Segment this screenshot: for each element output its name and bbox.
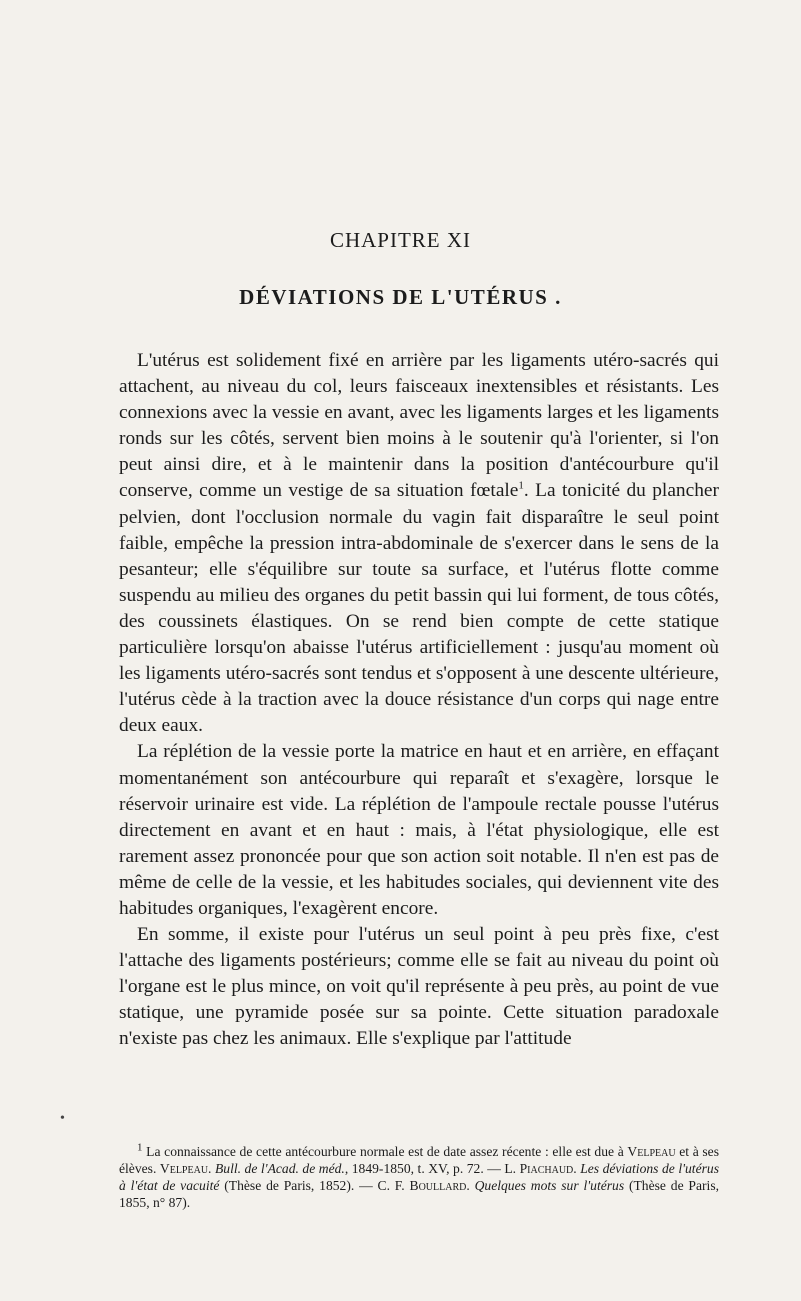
margin-mark: • — [60, 1111, 65, 1126]
paragraph-1-text-b: . La tonicité du plancher pelvien, dont l'occlusion normale du vagin fait disparaître le seul point faible, empêche la pression intra-abdominale de s'exercer dans le sens de la pesanteur; elle s'équilibre sur toute sa surface, et l'utérus flotte comme suspendu au milieu des organes du petit bassin qui lui forment, de tous côtés, des coussinets élastiques. On se rend bien compte de cette statique particulière lorsqu'on abaisse l'utérus artificiellement : jusqu'au moment où les ligaments utéro-sacrés sont tendus et s'opposent à une descente ultérieure, l'utérus cède à la traction avec la douce résistance d'un corps qui nage entre deux eaux. — [119, 480, 719, 737]
footnote-text: , 1849-1850, t. XV, p. 72. — L. — [344, 1161, 520, 1176]
chapter-heading: CHAPITRE XI — [329, 228, 472, 252]
footnote-number: 1 — [137, 1141, 143, 1154]
title-mark: . — [555, 285, 562, 309]
paragraph-3: En somme, il existe pour l'utérus un seul point à peu près fixe, c'est l'attache des ligaments postérieurs; comme elle se fait au niveau du point où l'organe est le plus mince, on voit qu'il représente à peu près, au point de vue statique, une pyramide posée sur sa pointe. Cette situation paradoxale n'existe pas chez les animaux. Elle s'explique par l'attitude — [119, 924, 719, 1050]
footnote-source-title: Les déviations de l'utérus à l'état de vacuité — [119, 1161, 719, 1193]
footnote-source-title: Quelques mots sur l'utérus — [474, 1178, 625, 1193]
footnote-text: . — [573, 1161, 581, 1176]
footnote-text: et à ses élèves. — [119, 1144, 720, 1176]
paragraph-1-text-a: L'utérus est solidement fixé en arrière par les ligaments utéro-sacrés qui attachent, au niveau du col, leurs faisceaux inextensibles et résistants. Les connexions avec la vessie en avant, avec les ligaments larges et les ligaments ronds sur les côtés, servent bien moins à le soutenir qu'à l'orienter, si l'on peut ainsi dire, et à le maintenir dans la position d'antécourbure qu'il conserve, comme un vestige de sa situation fœtale — [119, 350, 719, 502]
footnote-author: Piachaud — [519, 1161, 574, 1176]
footnote-source-title: Bull. de l'Acad. de méd. — [214, 1161, 345, 1176]
paragraph-2: La réplétion de la vessie porte la matrice en haut et en arrière, en effaçant momentanément son antécourbure qui reparaît et s'exagère, lorsque le réservoir urinaire est vide. La réplétion de l'ampoule rectale pousse l'utérus directement en avant et en haut : mais, à l'état physiologique, elle est rarement assez prononcée pour que son action soit notable. Il n'en est pas de même de celle de la vessie, et les habitudes sociales, qui deviennent vite des habitudes organiques, l'exagèrent encore. — [119, 741, 719, 919]
footnote-author: Boullard — [409, 1178, 467, 1193]
footnote-text: . — [466, 1178, 475, 1193]
chapter-title — [0, 285, 801, 310]
footnote-text: . — [208, 1161, 215, 1176]
footnote-author: Velpeau — [159, 1161, 209, 1176]
footnote-text: (Thèse de Paris, 1852). — C. F. — [219, 1178, 410, 1193]
paragraph-1 — [119, 348, 719, 739]
body-text — [119, 348, 719, 1053]
footnote-text: (Thèse de Paris, 1855, n° 87). — [119, 1178, 720, 1210]
footnote — [119, 1143, 719, 1211]
footnote-author: Velpeau — [627, 1144, 676, 1159]
footnote-ref: 1 — [518, 480, 524, 492]
chapter-title-text: DÉVIATIONS DE L'UTÉRUS — [239, 285, 549, 309]
footnote-text: La connaissance de cette antécourbure normale est de date assez récente : elle est due à — [146, 1144, 628, 1159]
